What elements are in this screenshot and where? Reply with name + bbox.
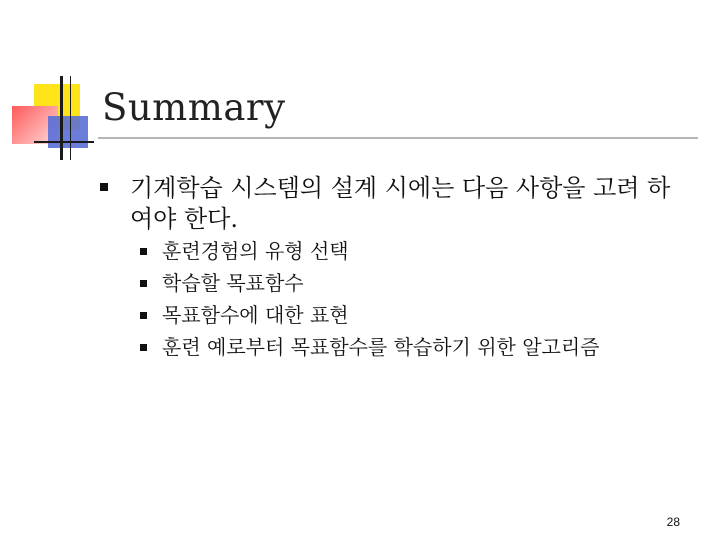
sub-point-text: 훈련경험의 유형 선택: [162, 239, 349, 263]
sub-point-item: [140, 301, 680, 329]
sub-point-item: [140, 237, 680, 265]
square-bullet-icon: [100, 183, 108, 191]
square-bullet-icon: [140, 344, 147, 351]
sub-point-text: 목표함수에 대한 표현: [162, 303, 349, 327]
title-decoration: [0, 0, 120, 170]
sub-point-text: 훈련 예로부터 목표함수를 학습하기 위한 알고리즘: [162, 335, 600, 359]
slide-title: Summary: [102, 86, 286, 129]
sub-point-list: [140, 237, 680, 365]
vertical-thin-line-decoration: [70, 76, 71, 160]
main-point-text: 기계학습 시스템의 설계 시에는 다음 사항을 고려 하여야 한다.: [130, 174, 671, 233]
sub-point-text: 학습할 목표함수: [162, 271, 304, 295]
sub-point-item: [140, 333, 680, 361]
blue-square-decoration: [48, 116, 88, 148]
horizontal-line-decoration: [34, 141, 94, 143]
sub-point-item: [140, 269, 680, 297]
square-bullet-icon: [140, 312, 147, 319]
vertical-line-decoration: [60, 76, 63, 160]
square-bullet-icon: [140, 280, 147, 287]
title-underline: [98, 137, 698, 139]
main-point: [100, 173, 680, 235]
square-bullet-icon: [140, 248, 147, 255]
page-number: 28: [666, 515, 680, 529]
